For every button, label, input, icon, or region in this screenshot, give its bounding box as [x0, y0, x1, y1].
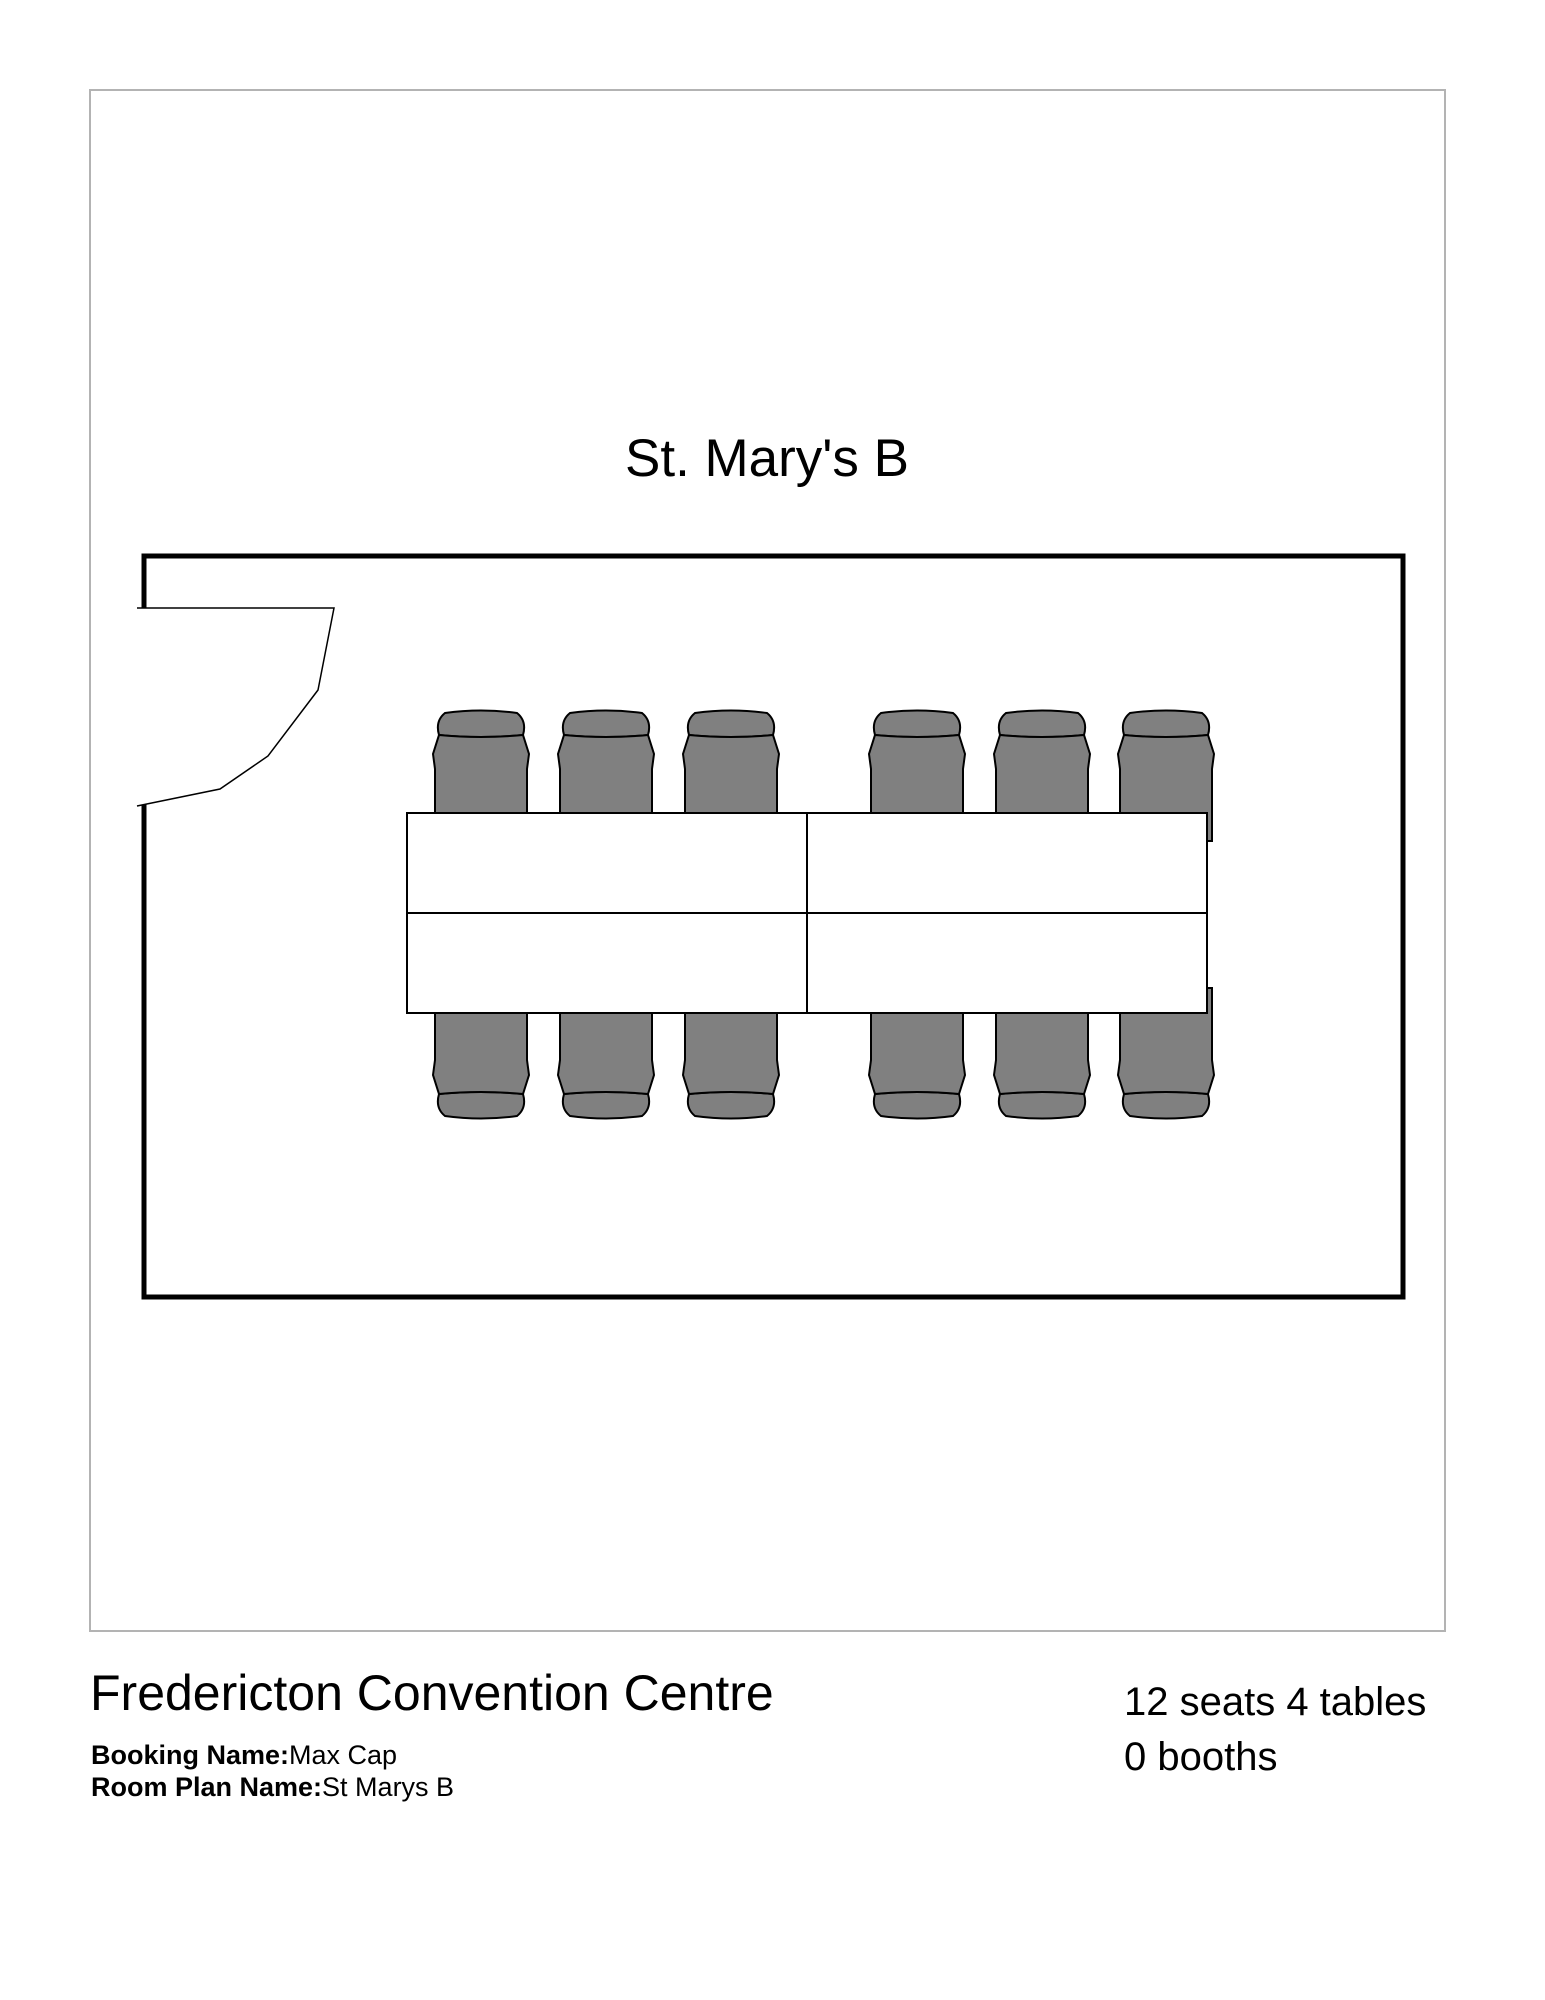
- room-title: St. Mary's B: [625, 429, 909, 488]
- room-plan-name-value: St Marys B: [322, 1772, 455, 1802]
- table[interactable]: [807, 913, 1207, 1013]
- booking-name-label: Booking Name:: [91, 1740, 290, 1770]
- room-plan-name: [91, 1774, 454, 1801]
- room-plan-name-label: Room Plan Name:: [91, 1772, 323, 1802]
- table[interactable]: [807, 813, 1207, 913]
- tables: [407, 813, 1207, 1013]
- booking-name: [91, 1742, 397, 1769]
- booths-count: 0 booths: [1124, 1735, 1278, 1779]
- table[interactable]: [407, 813, 807, 913]
- venue-name: Fredericton Convention Centre: [90, 1665, 774, 1721]
- door-swing: [137, 608, 334, 806]
- table[interactable]: [407, 913, 807, 1013]
- seats-tables-count: 12 seats 4 tables: [1124, 1680, 1427, 1724]
- booking-name-value: Max Cap: [289, 1740, 398, 1770]
